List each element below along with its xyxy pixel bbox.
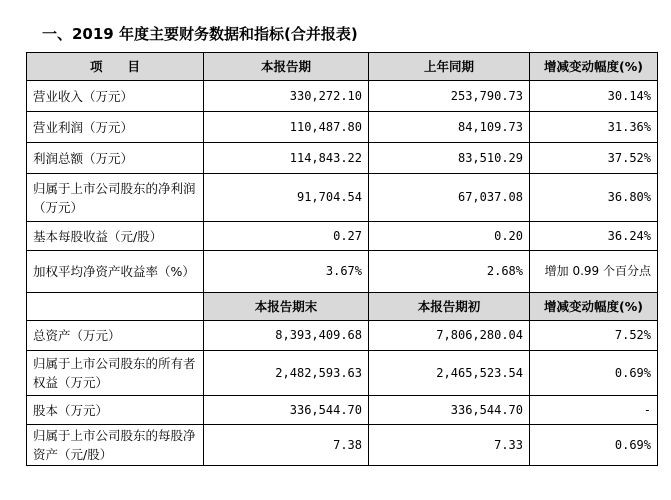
- row-previous-value: 7.33: [369, 425, 530, 466]
- table-row: [27, 251, 658, 293]
- row-previous-value: 2.68%: [369, 251, 530, 293]
- row-previous-value: 84,109.73: [369, 112, 530, 143]
- row-previous-value: 0.20: [369, 222, 530, 251]
- header-period-end: 本报告期末: [204, 293, 369, 321]
- row-label: 归属于上市公司股东的所有者权益（万元）: [27, 351, 204, 396]
- financial-data-table: [26, 52, 658, 466]
- row-label: 归属于上市公司股东的净利润（万元）: [27, 174, 204, 222]
- row-current-value: 91,704.54: [204, 174, 369, 222]
- row-current-value: 8,393,409.68: [204, 321, 369, 351]
- header-change-rate: 增减变动幅度(%): [530, 53, 658, 81]
- header-change-rate: 增减变动幅度(%): [530, 293, 658, 321]
- row-current-value: 3.67%: [204, 251, 369, 293]
- header-current-period: 本报告期: [204, 53, 369, 81]
- table-row: [27, 351, 658, 396]
- row-previous-value: 83,510.29: [369, 143, 530, 174]
- table-row: [27, 112, 658, 143]
- row-current-value: 114,843.22: [204, 143, 369, 174]
- row-change-value: -: [530, 396, 658, 425]
- row-label: 营业利润（万元）: [27, 112, 204, 143]
- header-item: 项 目: [27, 53, 204, 81]
- row-previous-value: 2,465,523.54: [369, 351, 530, 396]
- row-previous-value: 67,037.08: [369, 174, 530, 222]
- table-row: [27, 321, 658, 351]
- row-current-value: 0.27: [204, 222, 369, 251]
- row-current-value: 330,272.10: [204, 81, 369, 112]
- row-label: 营业收入（万元）: [27, 81, 204, 112]
- header-period-start: 本报告期初: [369, 293, 530, 321]
- row-label: 股本（万元）: [27, 396, 204, 425]
- page-title: 一、2019 年度主要财务数据和指标(合并报表): [42, 25, 358, 43]
- row-current-value: 110,487.80: [204, 112, 369, 143]
- row-label: 加权平均净资产收益率（%）: [27, 251, 204, 293]
- row-change-value: 36.80%: [530, 174, 658, 222]
- row-current-value: 2,482,593.63: [204, 351, 369, 396]
- table-row: [27, 174, 658, 222]
- table-row: [27, 222, 658, 251]
- row-change-value: 0.69%: [530, 425, 658, 466]
- table-row: [27, 143, 658, 174]
- row-label: 总资产（万元）: [27, 321, 204, 351]
- row-current-value: 7.38: [204, 425, 369, 466]
- row-change-value: 30.14%: [530, 81, 658, 112]
- header-previous-period: 上年同期: [369, 53, 530, 81]
- row-label: 利润总额（万元）: [27, 143, 204, 174]
- row-previous-value: 253,790.73: [369, 81, 530, 112]
- row-change-value: 31.36%: [530, 112, 658, 143]
- row-change-value: 36.24%: [530, 222, 658, 251]
- row-current-value: 336,544.70: [204, 396, 369, 425]
- table-row: [27, 425, 658, 466]
- table-subheader-row: [27, 293, 658, 321]
- row-change-value: 增加 0.99 个百分点: [530, 251, 658, 293]
- row-previous-value: 7,806,280.04: [369, 321, 530, 351]
- table-row: [27, 396, 658, 425]
- row-change-value: 7.52%: [530, 321, 658, 351]
- row-change-value: 0.69%: [530, 351, 658, 396]
- row-label: 归属于上市公司股东的每股净资产（元/股）: [27, 425, 204, 466]
- row-previous-value: 336,544.70: [369, 396, 530, 425]
- header-blank: [27, 293, 204, 321]
- row-label: 基本每股收益（元/股）: [27, 222, 204, 251]
- table-header-row: [27, 53, 658, 81]
- row-change-value: 37.52%: [530, 143, 658, 174]
- table-row: [27, 81, 658, 112]
